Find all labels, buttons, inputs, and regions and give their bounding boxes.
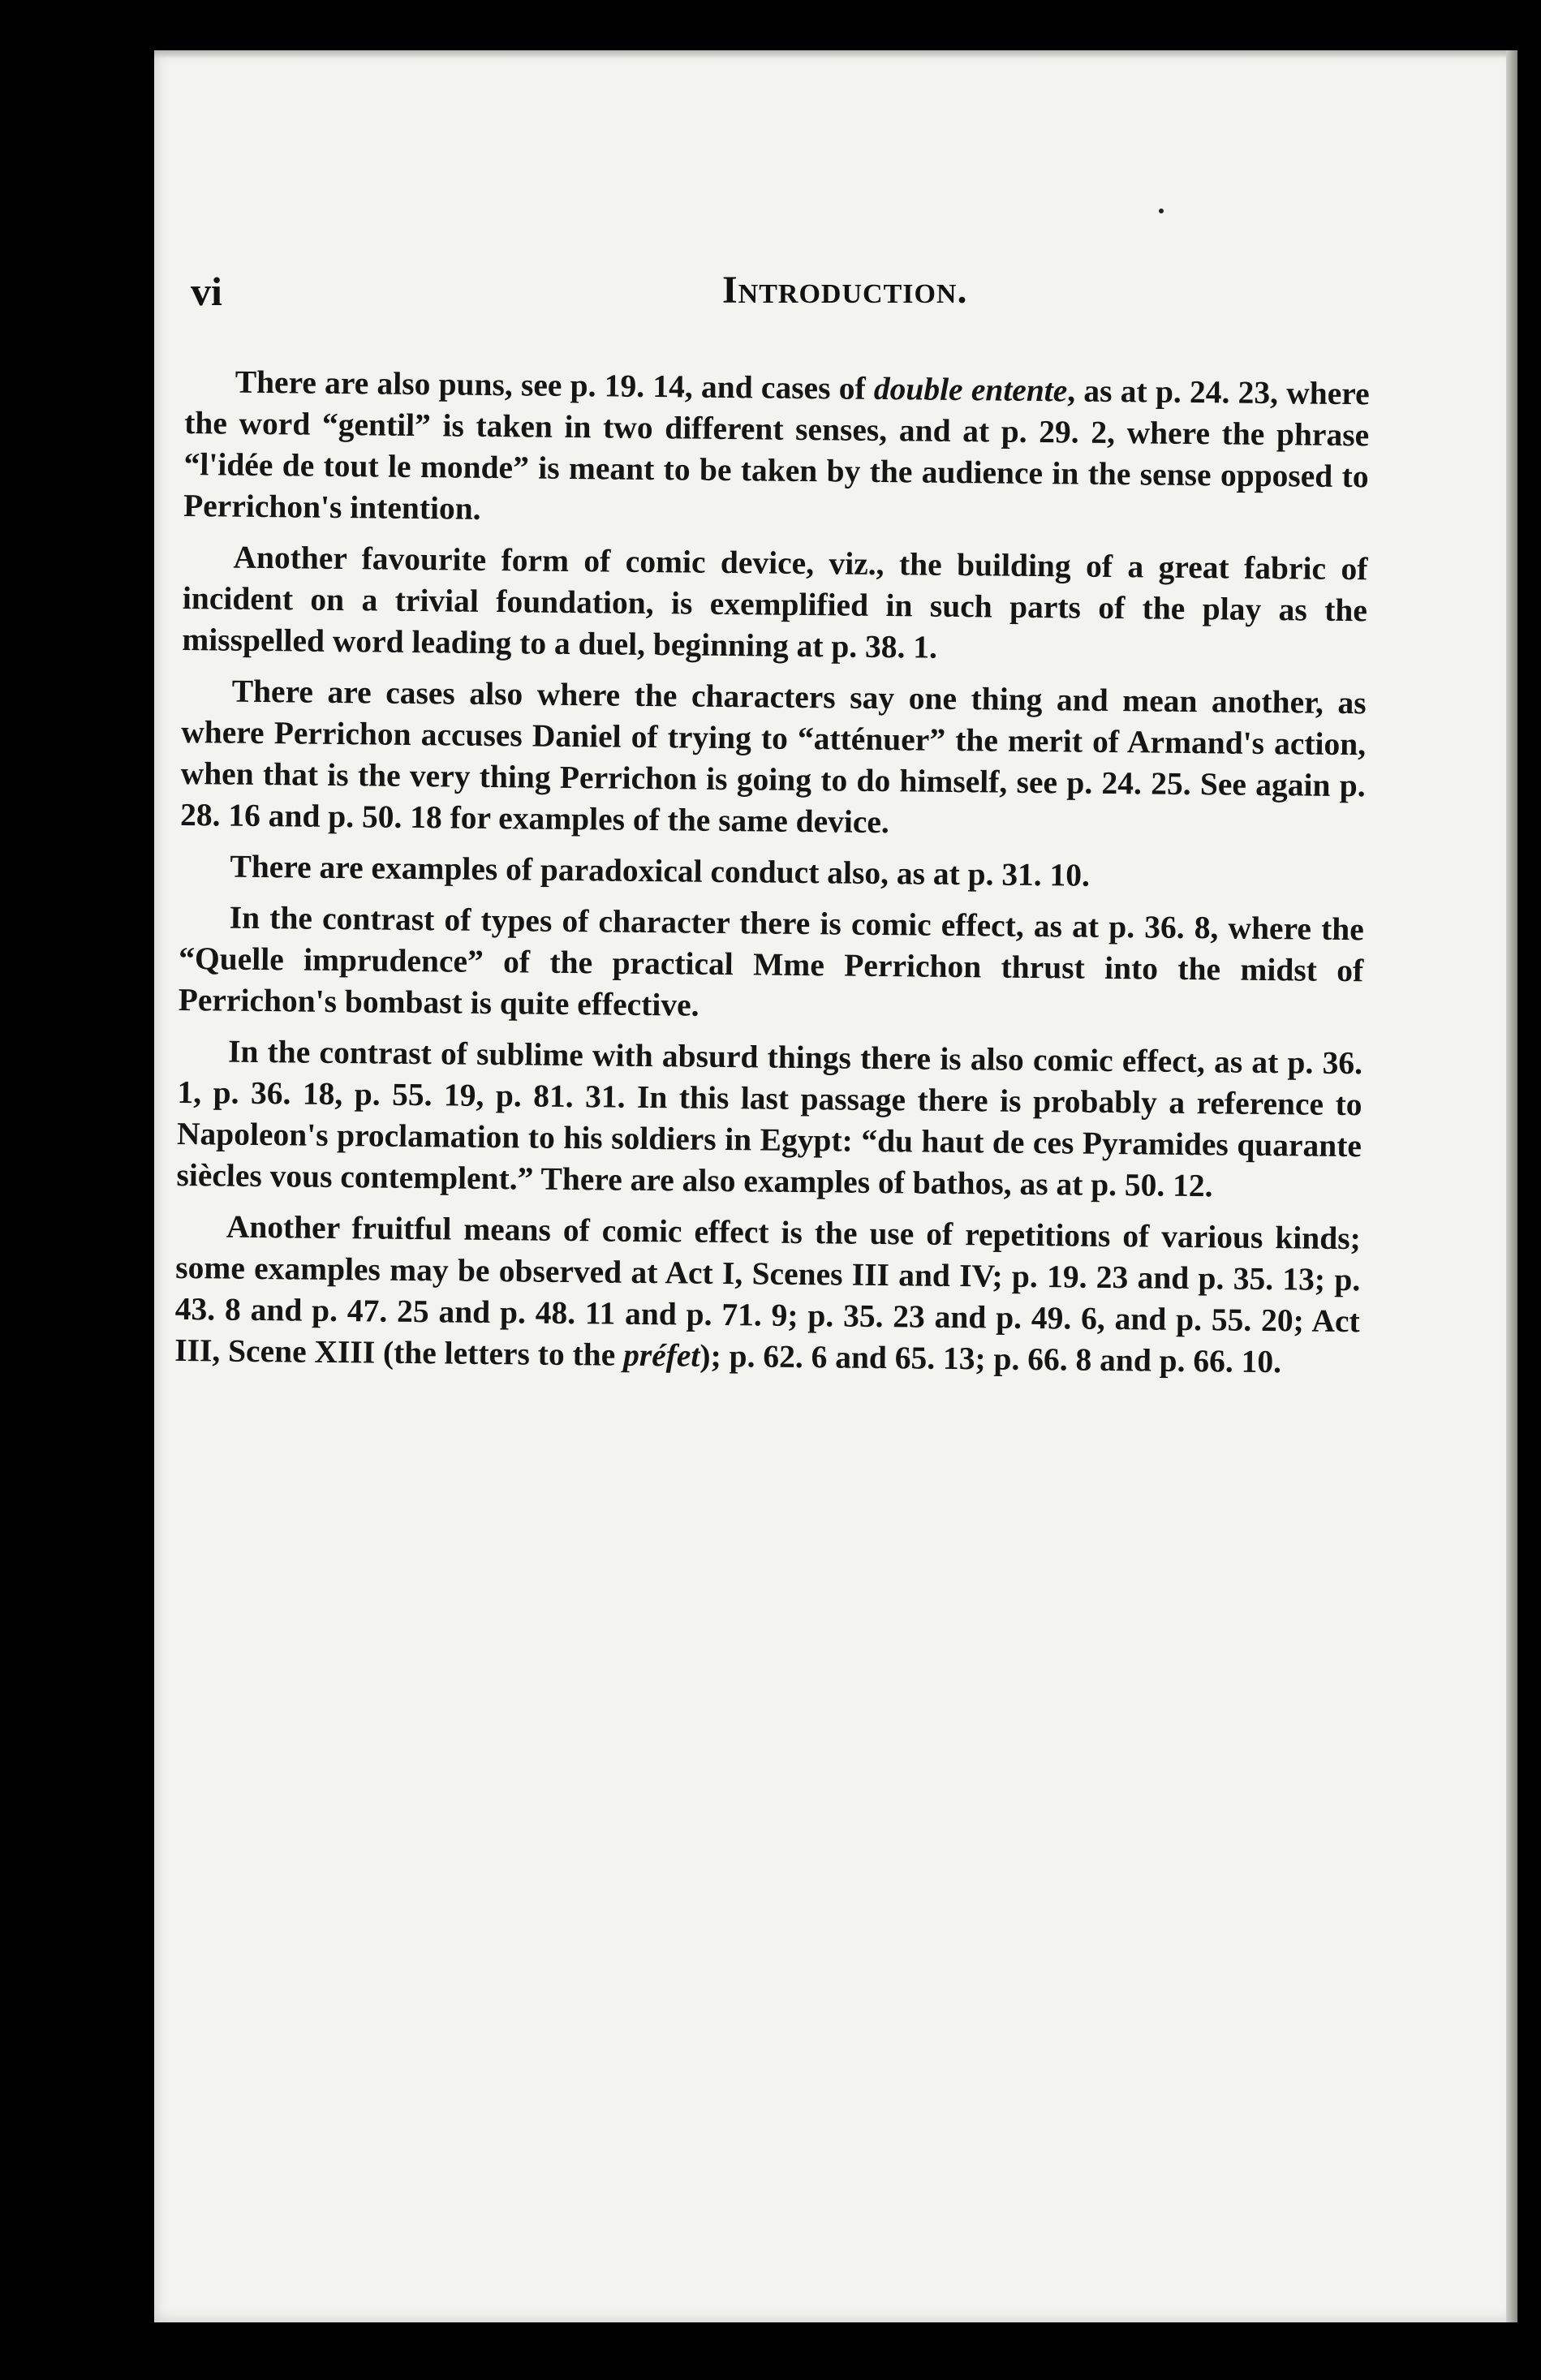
- italic-phrase: préfet: [622, 1336, 700, 1374]
- paragraph-paradoxical-conduct: There are examples of paradoxical conduct also, as at p. 31. 10.: [230, 848, 1091, 893]
- ink-speck: [1159, 209, 1164, 213]
- paragraph-contrast-types: In the contrast of types of character there is comic effect, as at p. 36. 8, where the “Quelle imprudence” of the practical Mme Perrichon thrust into the midst of Perrichon's bombast is quite effective.: [178, 899, 1364, 1023]
- paragraph-text: ); p. 62. 6 and 65. 13; p. 66. 8 and p. 66. 10.: [699, 1337, 1282, 1380]
- running-head: [191, 268, 1343, 333]
- paragraph-repetitions: [174, 1206, 1361, 1384]
- paragraph-puns: [183, 361, 1370, 539]
- paragraph-comic-device: Another favourite form of comic device, viz., the building of a great fabric of incident on a trivial foundation, is exemplified in such parts of the play as the misspelled word leading to a duel, beginning at p. 38. 1.: [182, 539, 1368, 665]
- body-text: [174, 361, 1370, 1393]
- page-top-edge: [154, 50, 1517, 58]
- paragraph-say-one-thing: There are cases also where the characters say one thing and mean another, as where Perrichon accuses Daniel of trying to “atténuer” the merit of Armand's action, when that is the very thing Perrichon is going to do himself, see p. 24. 25. See again p. 28. 16 and p. 50. 18 for examples of the same device.: [179, 673, 1367, 841]
- italic-phrase: double entente: [873, 370, 1068, 409]
- chapter-heading: Introduction.: [722, 269, 968, 312]
- paragraph-text: Another fruitful means of comic effect is the use of repetitions of various kinds; some examples may be observed at Act I, Scenes III and IV; p. 19. 23 and p. 35. 13; p. 43. 8 and p. 47. 25 and p. 48. 11 and p. 71. 9; p. 35. 23 and p. 49. 6, and p. 55. 20; Act III, Scene XIII (the letters to the: [174, 1208, 1361, 1373]
- page-number: vi: [191, 269, 222, 314]
- paragraph-sublime-absurd: In the contrast of sublime with absurd things there is also comic effect, as at p. 36. 1, p. 36. 18, p. 55. 19, p. 81. 31. In this last passage there is probably a reference to Napoleon's proclamation to his soldiers in Egypt: “du haut de ces Pyramides quarante siècles vous contemplent.” There are also examples of bathos, as at p. 50. 12.: [176, 1033, 1363, 1204]
- paragraph-text: , as at p. 24. 23, where the word “gentil” is taken in two different senses, and at p. 29. 2, where the phrase “l'idée de tout le monde” is meant to be taken by the audience in the sense opposed to Perrichon's intention.: [183, 372, 1370, 527]
- paragraph-text: There are also puns, see p. 19. 14, and cases of: [235, 364, 875, 407]
- page-fore-edge: [1506, 50, 1517, 2322]
